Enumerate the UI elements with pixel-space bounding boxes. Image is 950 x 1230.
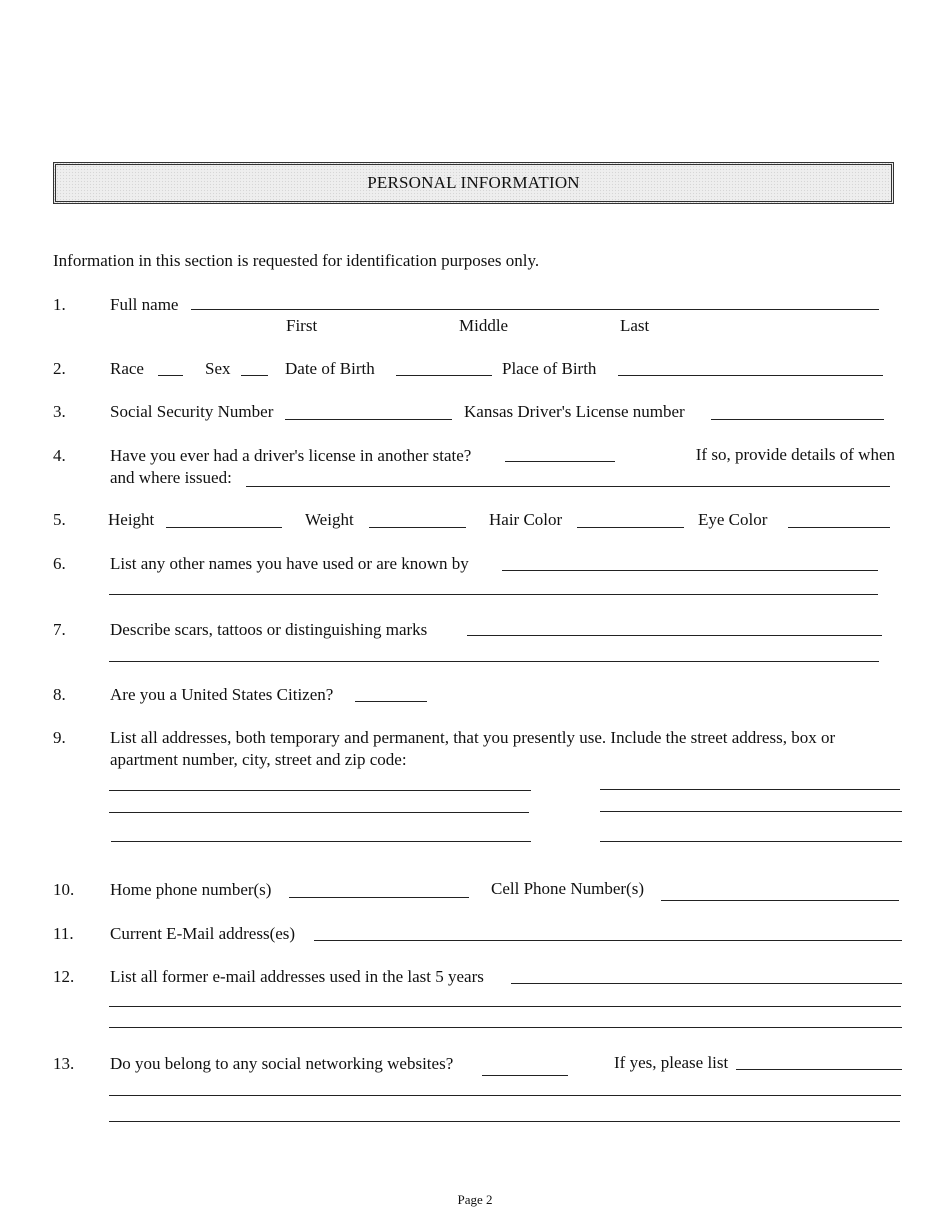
q11-number: 11. [53,924,74,943]
q2-number: 2. [53,359,66,378]
hair-color-field[interactable] [577,527,684,528]
dob-field[interactable] [396,375,492,376]
license-label: Kansas Driver's License number [464,402,685,421]
q7-number: 7. [53,620,66,639]
full-name-last-caption: Last [620,316,650,335]
q4-label: Have you ever had a driver's license in another state? [110,446,472,465]
q1-number: 1. [53,295,66,314]
ssn-label: Social Security Number [110,402,274,421]
address-field-5[interactable] [111,841,531,842]
q1-label: Full name [110,295,179,314]
q9-number: 9. [53,728,66,747]
q4-number: 4. [53,446,66,465]
full-name-field[interactable] [191,309,879,310]
citizen-field[interactable] [355,701,427,702]
hair-color-label: Hair Color [489,510,563,529]
sex-field[interactable] [241,375,268,376]
q4-details-cont-label: and where issued: [110,468,232,487]
home-phone-field[interactable] [289,897,469,898]
q9-label-cont: apartment number, city, street and zip code: [110,750,407,769]
other-names-field-2[interactable] [109,594,878,595]
q8-label: Are you a United States Citizen? [110,685,334,704]
address-field-2[interactable] [600,789,900,790]
q13-label: Do you belong to any social networking websites? [110,1054,454,1073]
eye-color-field[interactable] [788,527,890,528]
other-names-field-1[interactable] [502,570,878,571]
race-label: Race [110,359,144,378]
q6-label: List any other names you have used or are known by [110,554,469,573]
section-title: PERSONAL INFORMATION [367,173,580,192]
cell-phone-label: Cell Phone Number(s) [491,879,644,898]
address-field-6[interactable] [600,841,902,842]
q13-number: 13. [53,1054,75,1073]
eye-color-label: Eye Color [698,510,768,529]
dob-label: Date of Birth [285,359,375,378]
current-email-field[interactable] [314,940,902,941]
q5-number: 5. [53,510,66,529]
height-field[interactable] [166,527,282,528]
address-field-1[interactable] [109,790,531,791]
former-email-field-1[interactable] [511,983,902,984]
weight-label: Weight [305,510,354,529]
q7-label: Describe scars, tattoos or distinguishing marks [110,620,428,639]
other-state-details-field[interactable] [246,486,890,487]
q11-label: Current E-Mail address(es) [110,924,296,943]
full-name-middle-caption: Middle [459,316,509,335]
q4-details-label: If so, provide details of when [695,445,895,464]
height-label: Height [108,510,155,529]
home-phone-label: Home phone number(s) [110,880,272,899]
q6-number: 6. [53,554,66,573]
former-email-field-3[interactable] [109,1027,902,1028]
cell-phone-field[interactable] [661,900,899,901]
address-field-3[interactable] [109,812,529,813]
other-state-license-field[interactable] [505,461,615,462]
sex-label: Sex [205,359,231,378]
social-networks-list-field-2[interactable] [109,1095,901,1096]
race-field[interactable] [158,375,183,376]
q9-label: List all addresses, both temporary and permanent, that you presently use. Include the street address, box or [110,728,836,747]
marks-field-2[interactable] [109,661,879,662]
q10-number: 10. [53,880,75,899]
license-field[interactable] [711,419,884,420]
social-networks-list-field-3[interactable] [109,1121,900,1122]
pob-label: Place of Birth [502,359,597,378]
intro-text: Information in this section is requested for identification purposes only. [53,251,540,270]
q13-ifyes-label: If yes, please list [614,1053,729,1072]
social-networking-field[interactable] [482,1075,568,1076]
q12-label: List all former e-mail addresses used in the last 5 years [110,967,484,986]
page-number: Page 2 [457,1192,493,1207]
address-field-4[interactable] [600,811,902,812]
q3-number: 3. [53,402,66,421]
ssn-field[interactable] [285,419,452,420]
pob-field[interactable] [618,375,883,376]
q12-number: 12. [53,967,75,986]
full-name-first-caption: First [286,316,318,335]
section-header-box [53,162,894,204]
former-email-field-2[interactable] [109,1006,901,1007]
marks-field-1[interactable] [467,635,882,636]
weight-field[interactable] [369,527,466,528]
social-networks-list-field-1[interactable] [736,1069,902,1070]
q8-number: 8. [53,685,66,704]
